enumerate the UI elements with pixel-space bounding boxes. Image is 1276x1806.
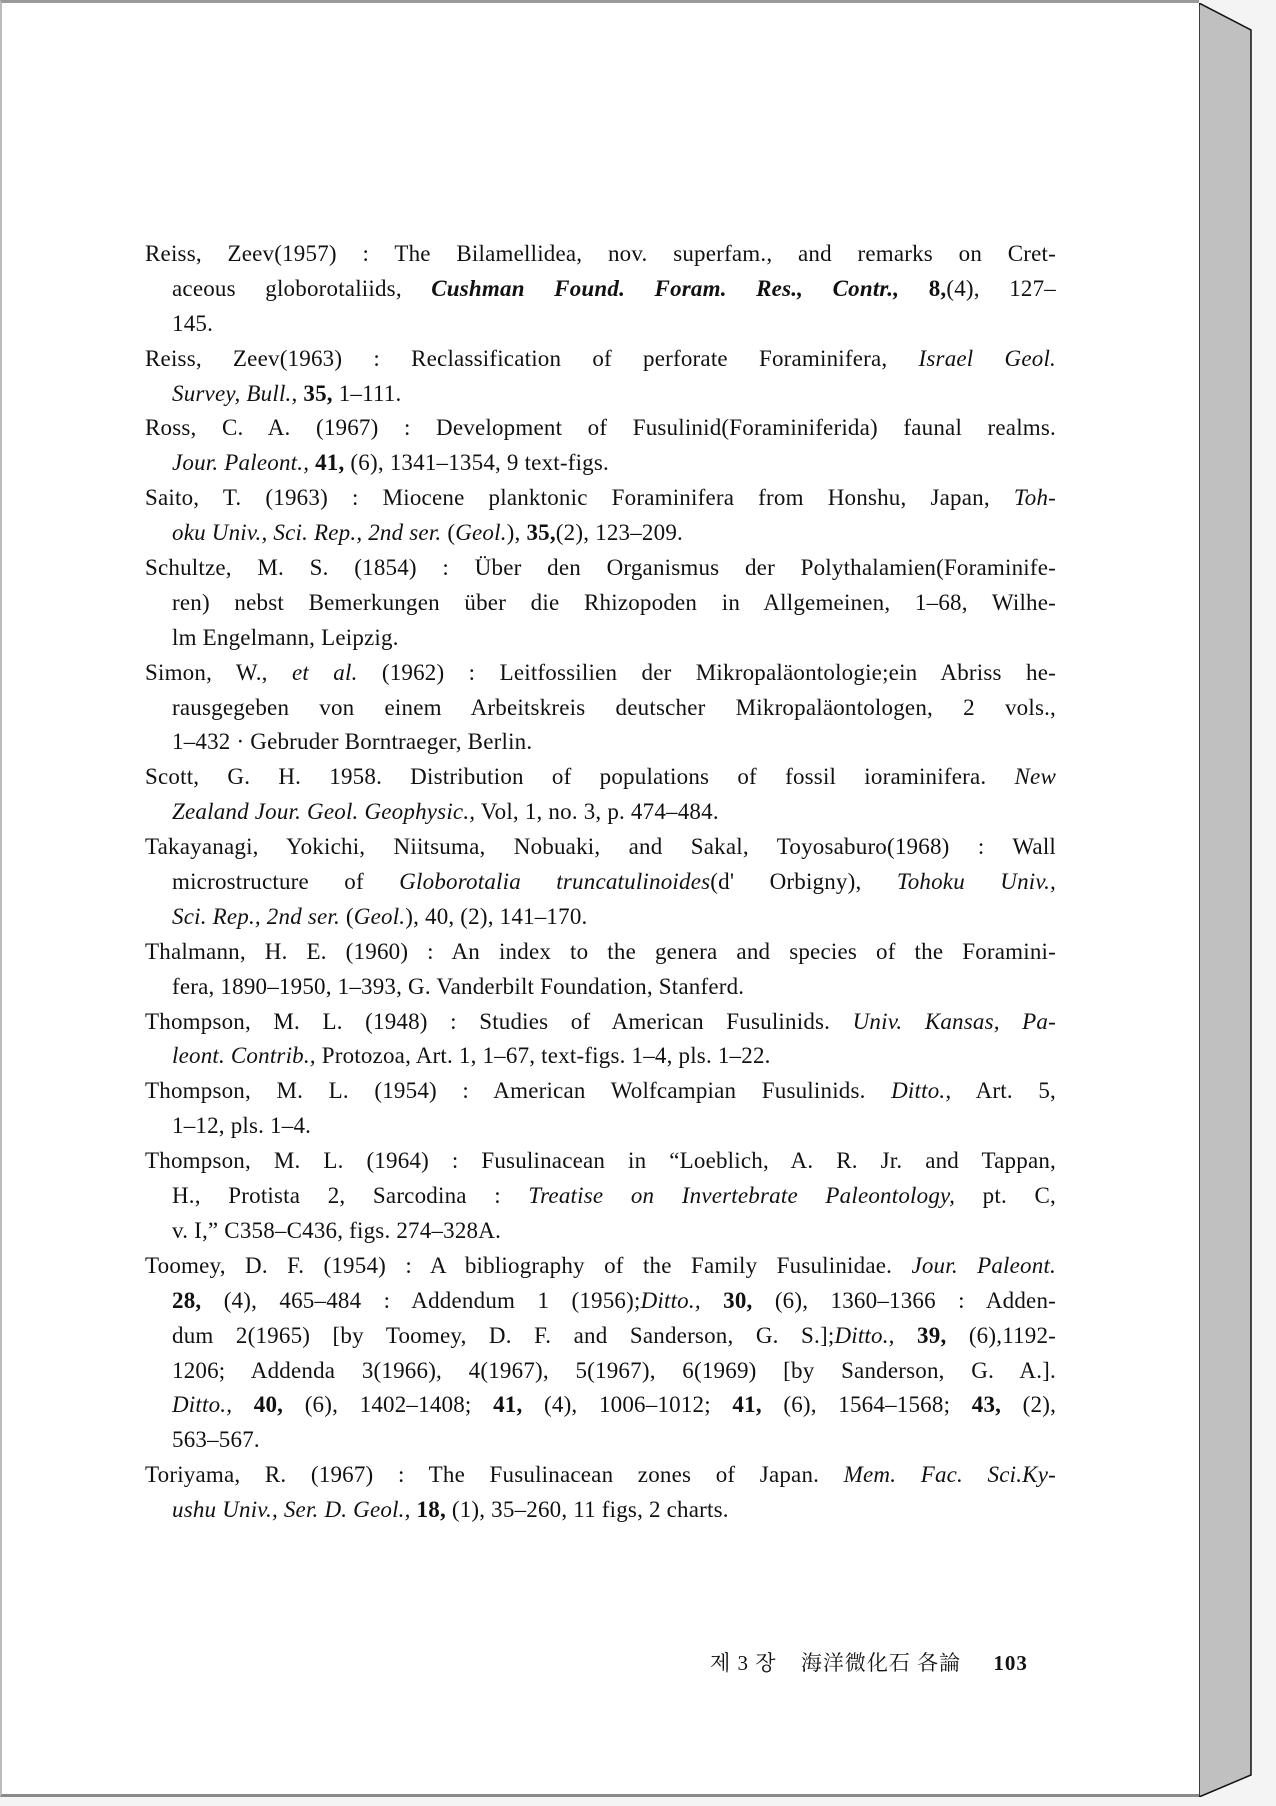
reference-line: [145, 760, 1056, 795]
reference-entry: [145, 237, 1056, 342]
reference-entry: [145, 935, 1056, 1005]
text: rausgegeben von einem Arbeitskreis deutscher Mikropaläontologen, 2 vols.,: [172, 694, 1056, 720]
page-edge-bevel: [1199, 3, 1253, 1797]
reference-line: [145, 446, 1056, 481]
text: 1–12, pls. 1–4.: [172, 1113, 312, 1139]
reference-line: [145, 377, 1056, 412]
text: Thompson, M. L. (1948) : Studies of American Fusulinids.: [145, 1008, 853, 1034]
reference-list: [145, 237, 1056, 1528]
bold-text: 8,: [928, 275, 947, 301]
italic-text: Tohoku Univ.,: [896, 869, 1057, 895]
reference-line: [145, 342, 1056, 377]
italic-text: Survey, Bull.,: [172, 380, 298, 406]
text: dum 2(1965) [by Toomey, D. F. and Sanderson, G. S.];: [172, 1322, 835, 1348]
reference-entry: [145, 1074, 1056, 1144]
reference-line: [145, 516, 1056, 551]
text: (4), 1006–1012;: [522, 1392, 733, 1418]
reference-line: [145, 691, 1056, 726]
text: (6), 1564–1568;: [761, 1392, 972, 1418]
italic-text: Ditto.,: [891, 1078, 952, 1104]
text: Art. 5,: [951, 1078, 1056, 1104]
italic-text: Mem. Fac. Sci.Ky-: [843, 1462, 1056, 1488]
text: (6), 1341–1354, 9 text-figs.: [344, 450, 609, 476]
bold-text: 18,: [416, 1497, 446, 1523]
text: Saito, T. (1963) : Miocene planktonic Foraminifera from Honshu, Japan,: [145, 485, 1014, 511]
bold-text: 28,: [172, 1287, 202, 1313]
text: (6),1192-: [946, 1322, 1057, 1348]
bold-text: 30,: [723, 1287, 753, 1313]
text: 563–567.: [172, 1427, 260, 1453]
reference-line: [145, 1388, 1056, 1423]
italic-text: Cushman Found. Foram. Res., Contr.,: [431, 275, 900, 301]
text: microstructure of: [172, 869, 400, 895]
reference-line: [145, 307, 1056, 342]
reference-entry: [145, 1144, 1056, 1249]
italic-text: Univ. Kansas, Pa-: [852, 1008, 1056, 1034]
reference-entry: [145, 1458, 1056, 1528]
text: [895, 1323, 917, 1348]
bold-text: 39,: [917, 1322, 947, 1348]
text: (1962) : Leitfossilien der Mikropaläontologie;ein Abriss he-: [357, 659, 1056, 685]
text: (1), 35–260, 11 figs, 2 charts.: [445, 1497, 729, 1523]
reference-entry: [145, 830, 1056, 935]
reference-entry: [145, 1005, 1056, 1075]
reference-entry: [145, 551, 1056, 656]
reference-line: [145, 621, 1056, 656]
italic-text: Geol.: [455, 520, 507, 546]
reference-line: [145, 1005, 1056, 1040]
italic-text: Zealand Jour. Geol. Geophysic.,: [172, 799, 476, 825]
text: Reiss, Zeev(1957) : The Bilamellidea, nov. superfam., and remarks on Cret-: [145, 241, 1056, 266]
italic-text: ushu Univ., Ser. D. Geol.,: [172, 1497, 411, 1523]
italic-text: Jour. Paleont.: [911, 1252, 1056, 1278]
text: Protozoa, Art. 1, 1–67, text-figs. 1–4, pls. 1–22.: [315, 1043, 771, 1069]
reference-line: [145, 1319, 1056, 1354]
reference-entry: [145, 1249, 1056, 1458]
reference-line: [145, 1179, 1056, 1214]
bold-text: 35,: [526, 520, 556, 546]
text: Simon, W.,: [145, 659, 292, 685]
reference-line: [145, 656, 1056, 691]
bold-text: 43,: [971, 1392, 1002, 1418]
text: fera, 1890–1950, 1–393, G. Vanderbilt Foundation, Stanferd.: [172, 973, 745, 999]
bold-text: 41,: [493, 1392, 523, 1418]
reference-line: [145, 1109, 1056, 1144]
page-footer: [710, 1647, 1046, 1677]
reference-line: [145, 1284, 1056, 1319]
reference-line: [145, 1144, 1056, 1179]
italic-text: et al.: [291, 659, 358, 685]
text: Thompson, M. L. (1964) : Fusulinacean in “Loeblich, A. R. Jr. and Tappan,: [145, 1148, 1056, 1174]
reference-entry: [145, 656, 1056, 761]
text: 1206; Addenda 3(1966), 4(1967), 5(1967), 6(1969) [by Sanderson, G. A.].: [172, 1357, 1056, 1383]
text: (2), 123–209.: [555, 520, 683, 546]
reference-line: [145, 481, 1056, 516]
italic-text: Jour. Paleont.,: [172, 450, 310, 476]
text: Scott, G. H. 1958. Distribution of populations of fossil ioraminifera.: [145, 764, 1015, 790]
italic-text: Ditto.,: [172, 1392, 233, 1418]
text: (6), 1360–1366 : Adden-: [752, 1287, 1056, 1313]
reference-line: [145, 411, 1056, 446]
text: 1–432 · Gebruder Borntraeger, Berlin.: [172, 729, 533, 755]
text: [701, 1288, 723, 1313]
italic-text: Sci. Rep., 2nd ser.: [172, 903, 340, 929]
italic-text: Israel Geol.: [918, 345, 1056, 371]
text: Toriyama, R. (1967) : The Fusulinacean zones of Japan.: [145, 1462, 844, 1488]
reference-entry: [145, 760, 1056, 830]
text: Thalmann, H. E. (1960) : An index to the genera and species of the Foramini-: [145, 938, 1056, 964]
text: Takayanagi, Yokichi, Niitsuma, Nobuaki, and Sakal, Toyosaburo(1968) : Wall: [145, 834, 1056, 860]
reference-line: [145, 1074, 1056, 1109]
reference-entry: [145, 481, 1056, 551]
text: ),: [506, 520, 527, 546]
reference-line: [145, 237, 1056, 272]
text: (2),: [1001, 1392, 1057, 1418]
italic-text: New: [1014, 764, 1056, 790]
reference-line: [145, 865, 1056, 900]
text: Thompson, M. L. (1954) : American Wolfcampian Fusulinids.: [145, 1078, 892, 1104]
bold-text: 41,: [732, 1392, 762, 1418]
text: Schultze, M. S. (1854) : Über den Organismus der Polythalamien(Foraminife-: [145, 555, 1056, 581]
italic-text: Toh-: [1013, 485, 1056, 511]
text: pt. C,: [955, 1183, 1056, 1209]
text: Vol, 1, no. 3, p. 474–484.: [475, 799, 719, 825]
text: H., Protista 2, Sarcodina :: [172, 1183, 529, 1209]
chapter-label: 제 3 장: [710, 1651, 777, 1675]
italic-text: Geol.: [353, 903, 406, 929]
reference-line: [145, 1039, 1056, 1074]
text: (: [339, 903, 354, 929]
reference-line: [145, 935, 1056, 970]
text: 1–111.: [332, 380, 402, 406]
text: lm Engelmann, Leipzig.: [172, 624, 399, 650]
reference-line: [145, 970, 1056, 1005]
reference-line: [145, 1458, 1056, 1493]
reference-line: [145, 1493, 1056, 1528]
text: Toomey, D. F. (1954) : A bibliography of the Family Fusulinidae.: [145, 1252, 912, 1278]
italic-text: leont. Contrib.,: [172, 1043, 316, 1069]
page-number: 103: [993, 1651, 1028, 1675]
text: Reiss, Zeev(1963) : Reclassification of perforate Foraminifera,: [145, 345, 919, 371]
bold-text: 40,: [253, 1392, 284, 1418]
reference-line: [145, 900, 1056, 935]
reference-line: [145, 725, 1056, 760]
reference-line: [145, 1423, 1056, 1458]
reference-line: [145, 272, 1056, 307]
bold-text: 35,: [303, 380, 333, 406]
text: (6), 1402–1408;: [283, 1392, 494, 1418]
reference-entry: [145, 342, 1056, 412]
text: [232, 1392, 254, 1417]
text: Ross, C. A. (1967) : Development of Fusulinid(Foraminiferida) faunal realms.: [145, 415, 1056, 441]
reference-line: [145, 830, 1056, 865]
italic-text: Globorotalia truncatulinoides: [399, 869, 711, 895]
text: (d' Orbigny),: [710, 869, 897, 895]
text: [899, 276, 928, 301]
text: aceous globorotaliids,: [172, 275, 432, 301]
reference-line: [145, 795, 1056, 830]
reference-line: [145, 586, 1056, 621]
text: 145.: [172, 310, 214, 336]
reference-line: [145, 1354, 1056, 1389]
text: (4), 127–: [946, 275, 1057, 301]
italic-text: Treatise on Invertebrate Paleontology,: [528, 1183, 956, 1209]
italic-text: Ditto.,: [640, 1287, 701, 1313]
text: (: [441, 520, 456, 546]
reference-line: [145, 1249, 1056, 1284]
italic-text: Ditto.,: [834, 1322, 895, 1348]
text: v. I,” C358–C436, figs. 274–328A.: [172, 1217, 502, 1243]
text: ), 40, (2), 141–170.: [405, 903, 588, 929]
text: (4), 465–484 : Addendum 1 (1956);: [201, 1287, 641, 1313]
italic-text: oku Univ., Sci. Rep., 2nd ser.: [172, 520, 442, 546]
reference-line: [145, 1214, 1056, 1249]
bold-text: 41,: [315, 450, 345, 476]
text: ren) nebst Bemerkungen über die Rhizopoden in Allgemeinen, 1–68, Wilhe-: [172, 589, 1056, 615]
reference-line: [145, 551, 1056, 586]
chapter-title: 海洋微化石 各論: [800, 1651, 962, 1675]
reference-entry: [145, 411, 1056, 481]
